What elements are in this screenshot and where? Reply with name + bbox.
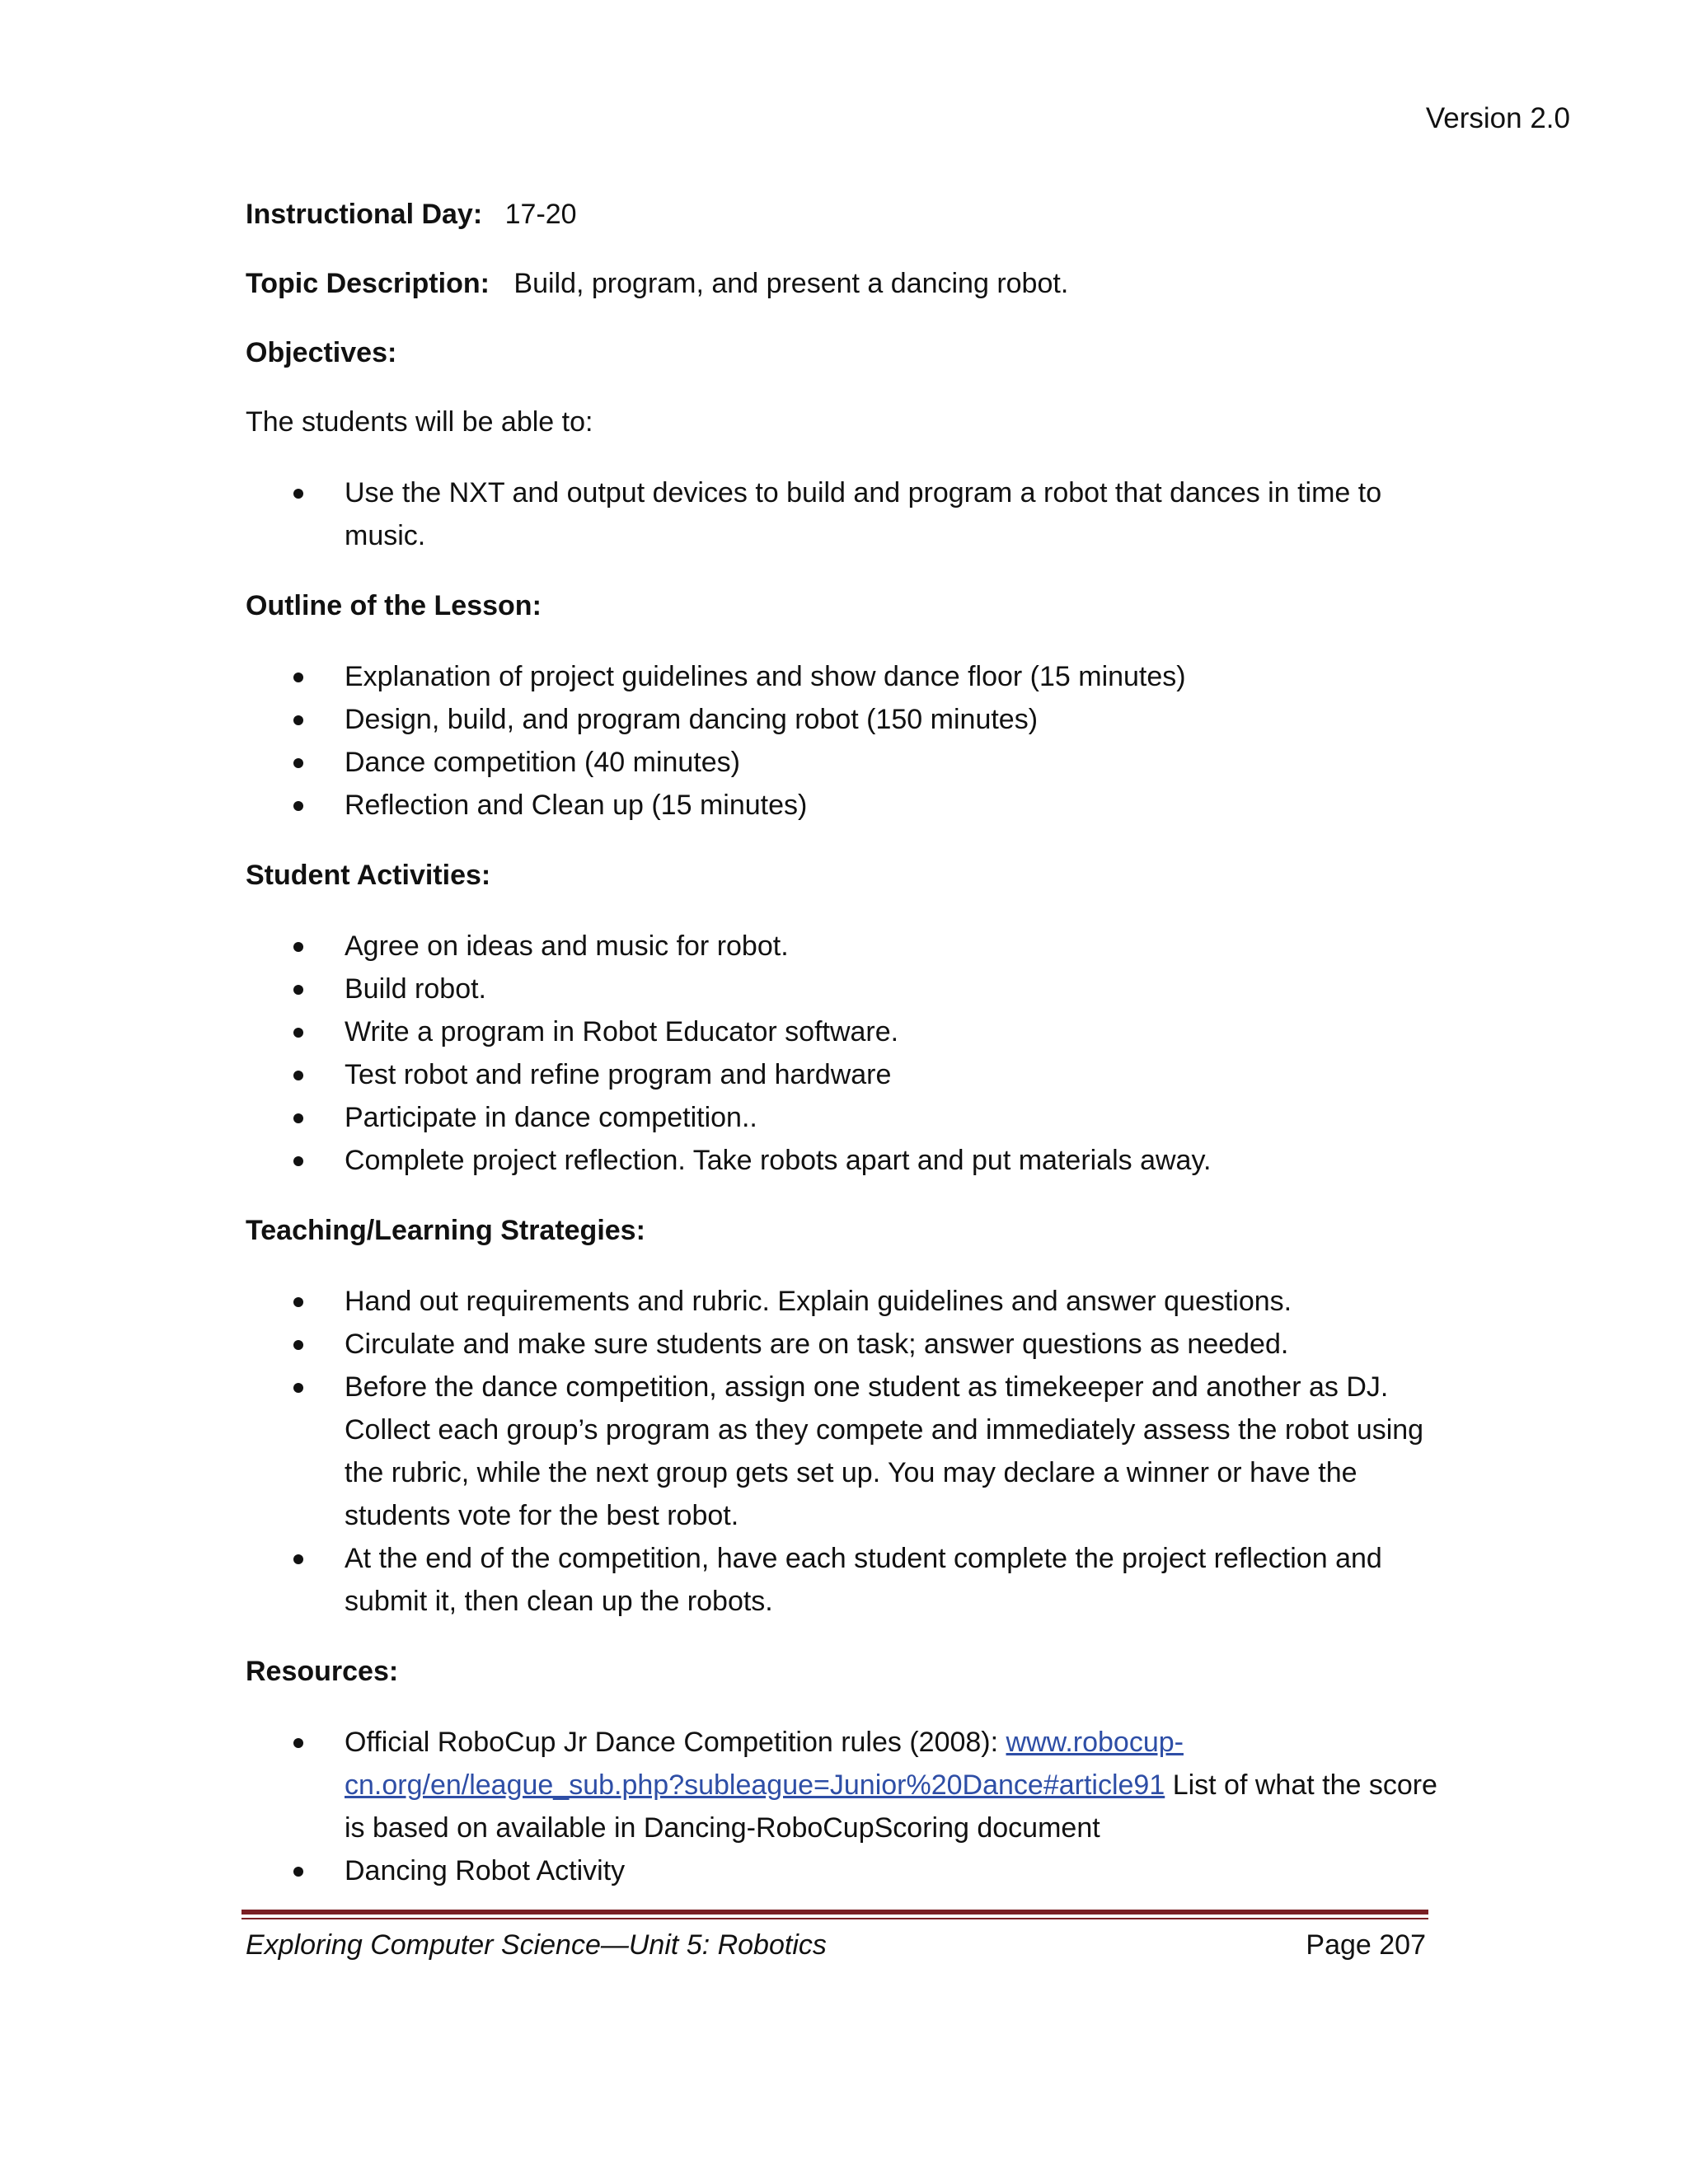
bullet-icon <box>293 1156 303 1166</box>
bullet-icon <box>293 1071 303 1080</box>
bullet-icon <box>293 1383 303 1393</box>
bullet-icon <box>293 1340 303 1350</box>
bullet-icon <box>293 489 303 499</box>
list-item: Build robot. <box>345 968 1449 1010</box>
list-item: Design, build, and program dancing robot (150 minutes) <box>345 698 1449 741</box>
instructional-day-value: 17-20 <box>504 199 577 230</box>
topic-description-label: Topic Description: <box>246 268 490 299</box>
bullet-icon <box>293 1738 303 1748</box>
list-item <box>345 1721 1449 1849</box>
list-item: Reflection and Clean up (15 minutes) <box>345 784 1449 827</box>
list-item: Write a program in Robot Educator software. <box>345 1010 1449 1053</box>
outline-heading: Outline of the Lesson: <box>246 590 542 621</box>
outline-list <box>246 655 1449 827</box>
objectives-heading: Objectives: <box>246 337 397 368</box>
resources-heading: Resources: <box>246 1656 399 1687</box>
list-item: Use the NXT and output devices to build and program a robot that dances in time to music. <box>345 471 1449 557</box>
topic-description <box>246 262 1449 305</box>
lesson-content <box>246 193 1449 1919</box>
objectives-list <box>246 471 1449 557</box>
bullet-icon <box>293 801 303 811</box>
list-item: Dance competition (40 minutes) <box>345 741 1449 784</box>
bullet-icon <box>293 1113 303 1123</box>
bullet-icon <box>293 758 303 768</box>
instructional-day <box>246 193 1449 236</box>
student-activities-list <box>246 925 1449 1182</box>
bullet-icon <box>293 985 303 995</box>
footer-rule-thin <box>241 1918 1428 1919</box>
footer-page-number: Page 207 <box>1306 1929 1426 1961</box>
instructional-day-label: Instructional Day: <box>246 199 483 230</box>
resources-list <box>246 1721 1449 1892</box>
bullet-icon <box>293 673 303 682</box>
list-item: Circulate and make sure students are on task; answer questions as needed. <box>345 1323 1449 1366</box>
list-item: Complete project reflection. Take robots apart and put materials away. <box>345 1139 1449 1182</box>
bullet-icon <box>293 942 303 952</box>
resource-text-suffix: List of what the score is based on available in Dancing-RoboCupScoring document <box>345 1769 1437 1844</box>
resource-text-prefix: Official RoboCup Jr Dance Competition rules (2008): <box>345 1727 1006 1758</box>
topic-description-value: Build, program, and present a dancing robot. <box>513 268 1069 299</box>
list-item: Dancing Robot Activity <box>345 1849 1449 1892</box>
list-item: Explanation of project guidelines and show dance floor (15 minutes) <box>345 655 1449 698</box>
robocup-rules-link[interactable]: www.robocup-cn.org/en/league_sub.php?subleague=Junior%20Dance#article91 <box>345 1727 1184 1801</box>
list-item: At the end of the competition, have each student complete the project reflection and submit it, then clean up the robots. <box>345 1537 1449 1623</box>
strategies-list <box>246 1280 1449 1623</box>
bullet-icon <box>293 1297 303 1307</box>
bullet-icon <box>293 715 303 725</box>
student-activities-heading: Student Activities: <box>246 860 491 891</box>
footer-course-title: Exploring Computer Science—Unit 5: Robotics <box>246 1929 827 1961</box>
list-item: Hand out requirements and rubric. Explain guidelines and answer questions. <box>345 1280 1449 1323</box>
footer-rule-thick <box>241 1910 1428 1915</box>
list-item: Agree on ideas and music for robot. <box>345 925 1449 968</box>
list-item: Participate in dance competition.. <box>345 1096 1449 1139</box>
bullet-icon <box>293 1028 303 1038</box>
bullet-icon <box>293 1867 303 1877</box>
list-item: Before the dance competition, assign one student as timekeeper and another as DJ. Collect each group’s program as they compete and immediately assess the robot using the rubric, while the next group gets set up. You may declare a winner or have the students vote for the best robot. <box>345 1366 1449 1537</box>
bullet-icon <box>293 1554 303 1564</box>
list-item: Test robot and refine program and hardware <box>345 1053 1449 1096</box>
version-label: Version 2.0 <box>1425 102 1570 134</box>
objectives-intro: The students will be able to: <box>246 406 593 438</box>
strategies-heading: Teaching/Learning Strategies: <box>246 1215 645 1246</box>
